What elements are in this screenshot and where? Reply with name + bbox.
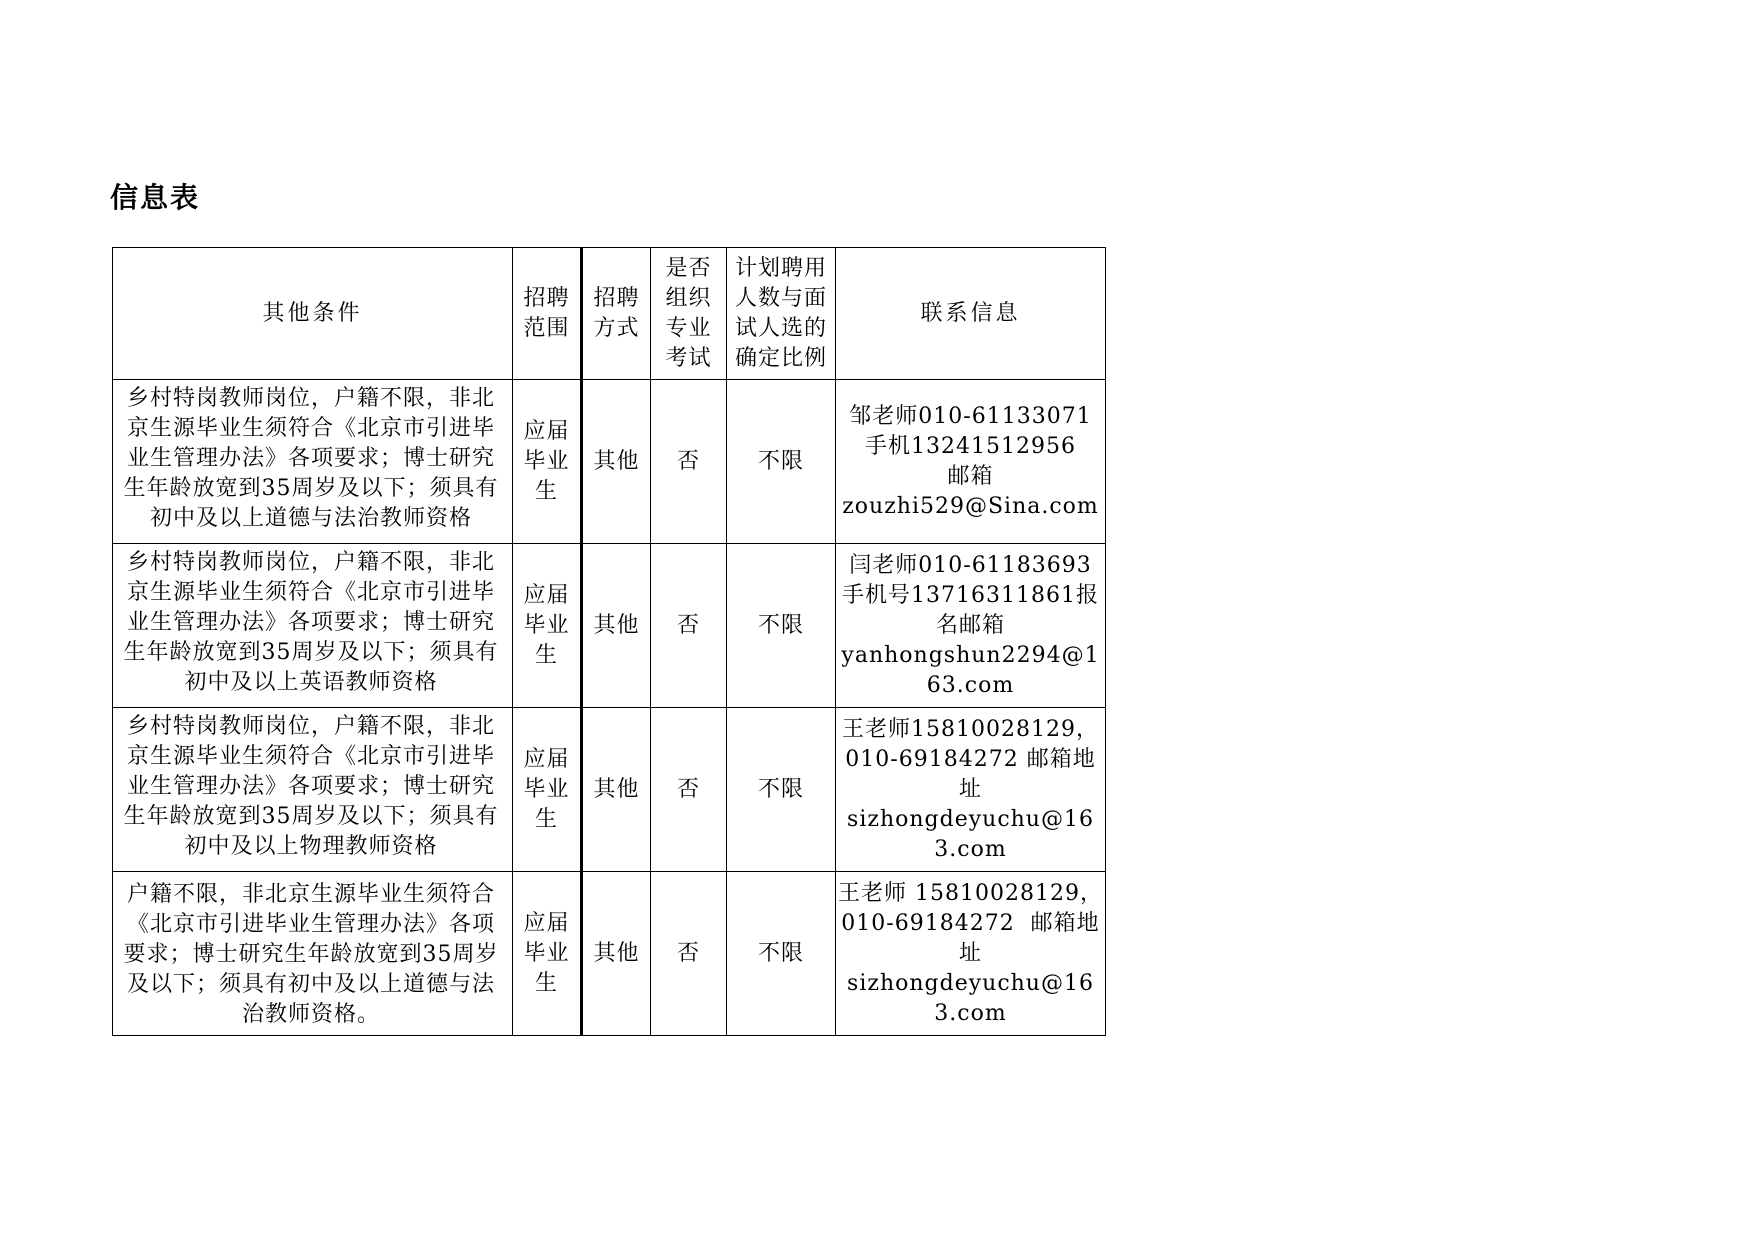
table-header-row	[113, 248, 1106, 380]
cell-ratio: 不限	[727, 380, 836, 544]
table-row	[113, 544, 1106, 708]
info-table	[112, 247, 1106, 1036]
cell-conditions: 乡村特岗教师岗位，户籍不限，非北京生源毕业生须符合《北京市引进毕业生管理办法》各项要求；博士研究生年龄放宽到35周岁及以下；须具有初中及以上道德与法治教师资格	[113, 380, 513, 544]
cell-conditions: 户籍不限，非北京生源毕业生须符合《北京市引进毕业生管理办法》各项要求；博士研究生年龄放宽到35周岁及以下；须具有初中及以上道德与法治教师资格。	[113, 872, 513, 1036]
header-contact: 联系信息	[836, 248, 1106, 380]
cell-method: 其他	[582, 708, 651, 872]
cell-exam: 否	[651, 708, 727, 872]
cell-exam: 否	[651, 872, 727, 1036]
cell-ratio: 不限	[727, 872, 836, 1036]
cell-contact: 闫老师010-61183693 手机号13716311861报名邮箱 yanhongshun2294@163.com	[836, 544, 1106, 708]
header-conditions: 其他条件	[113, 248, 513, 380]
cell-conditions: 乡村特岗教师岗位，户籍不限，非北京生源毕业生须符合《北京市引进毕业生管理办法》各项要求；博士研究生年龄放宽到35周岁及以下；须具有初中及以上物理教师资格	[113, 708, 513, 872]
cell-ratio: 不限	[727, 708, 836, 872]
table-row	[113, 708, 1106, 872]
table-row	[113, 380, 1106, 544]
cell-contact: 王老师 15810028129，010-69184272 邮箱地址 sizhongdeyuchu@163.com	[836, 872, 1106, 1036]
cell-method: 其他	[582, 544, 651, 708]
header-exam: 是否组织专业考试	[651, 248, 727, 380]
cell-scope: 应届毕业生	[513, 544, 582, 708]
cell-conditions: 乡村特岗教师岗位，户籍不限，非北京生源毕业生须符合《北京市引进毕业生管理办法》各项要求；博士研究生年龄放宽到35周岁及以下；须具有初中及以上英语教师资格	[113, 544, 513, 708]
header-ratio: 计划聘用人数与面试人选的确定比例	[727, 248, 836, 380]
cell-exam: 否	[651, 544, 727, 708]
cell-contact: 邹老师010-61133071 手机13241512956 邮箱 zouzhi529@Sina.com	[836, 380, 1106, 544]
cell-ratio: 不限	[727, 544, 836, 708]
cell-method: 其他	[582, 872, 651, 1036]
page-title: 信息表	[110, 181, 201, 214]
cell-method: 其他	[582, 380, 651, 544]
cell-scope: 应届毕业生	[513, 708, 582, 872]
table-row	[113, 872, 1106, 1036]
cell-contact: 王老师15810028129，010-69184272 邮箱地址 sizhongdeyuchu@163.com	[836, 708, 1106, 872]
header-method: 招聘方式	[582, 248, 651, 380]
cell-exam: 否	[651, 380, 727, 544]
cell-scope: 应届毕业生	[513, 872, 582, 1036]
header-scope: 招聘范围	[513, 248, 582, 380]
cell-scope: 应届毕业生	[513, 380, 582, 544]
